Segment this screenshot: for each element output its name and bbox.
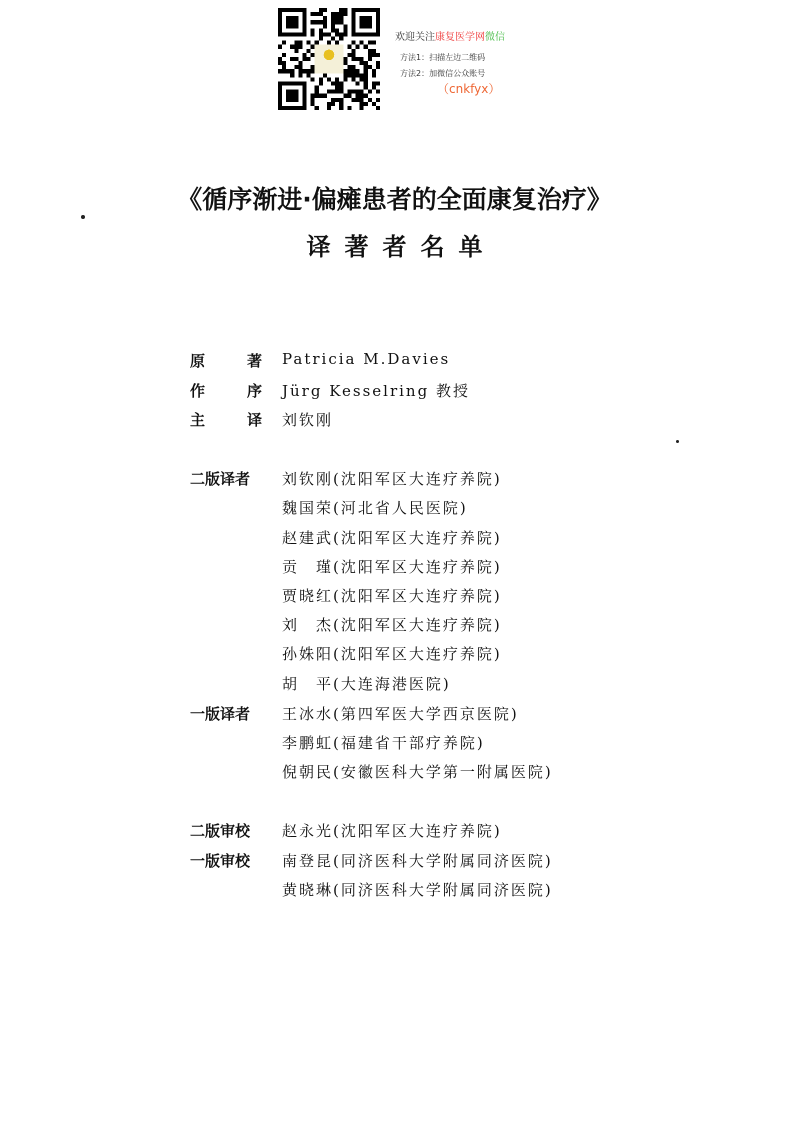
row-value: 倪朝民(安徽医科大学第一附属医院) [282, 763, 553, 781]
promo-prefix: 欢迎关注 [395, 32, 435, 43]
row-label: 二版译者 [190, 470, 251, 488]
promo-heading [395, 28, 505, 43]
row-label: 主 译 [190, 411, 262, 429]
row-value: 赵永光(沈阳军区大连疗养院) [282, 822, 502, 840]
scan-speck [676, 440, 679, 443]
row-value: 贡 瑾(沈阳军区大连疗养院) [282, 558, 502, 576]
row-value: 刘 杰(沈阳军区大连疗养院) [282, 616, 502, 634]
book-title: 《循序渐进·偏瘫患者的全面康复治疗》 [177, 185, 612, 214]
row-label: 一版译者 [190, 705, 251, 723]
page-subtitle: 译著者名单 [306, 232, 497, 261]
row-label: 原 著 [190, 352, 262, 370]
promo-account [437, 80, 500, 97]
row-value: 王冰水(第四军医大学西京医院) [282, 705, 519, 723]
row-value: 黄晓琳(同济医科大学附属同济医院) [282, 881, 553, 899]
row-value: Jürg Kesselring 教授 [282, 382, 470, 400]
row-value: 刘钦刚 [282, 411, 334, 429]
row-value: 刘钦刚(沈阳军区大连疗养院) [282, 470, 502, 488]
row-value: 南登昆(同济医科大学附属同济医院) [282, 852, 553, 870]
row-value: 胡 平(大连海港医院) [282, 675, 451, 693]
qr-code-image [278, 8, 380, 110]
row-label: 二版审校 [190, 822, 251, 840]
row-value: 赵建武(沈阳军区大连疗养院) [282, 529, 502, 547]
row-label: 作 序 [190, 382, 262, 400]
row-value: Patricia M.Davies [282, 350, 451, 368]
scan-speck [81, 215, 85, 219]
promo-account-text: （cnkfyx） [437, 82, 501, 96]
row-value: 李鹏虹(福建省干部疗养院) [282, 734, 485, 752]
promo-suffix: 微信 [485, 32, 505, 43]
promo-site: 康复医学网 [435, 32, 485, 43]
row-value: 魏国荣(河北省人民医院) [282, 499, 468, 517]
promo-method-1: 方法1：扫描左边二维码 [400, 53, 486, 62]
row-value: 贾晓红(沈阳军区大连疗养院) [282, 587, 502, 605]
row-label: 一版审校 [190, 852, 251, 870]
row-value: 孙姝阳(沈阳军区大连疗养院) [282, 645, 502, 663]
promo-method-2: 方法2：加微信公众账号 [400, 69, 486, 78]
